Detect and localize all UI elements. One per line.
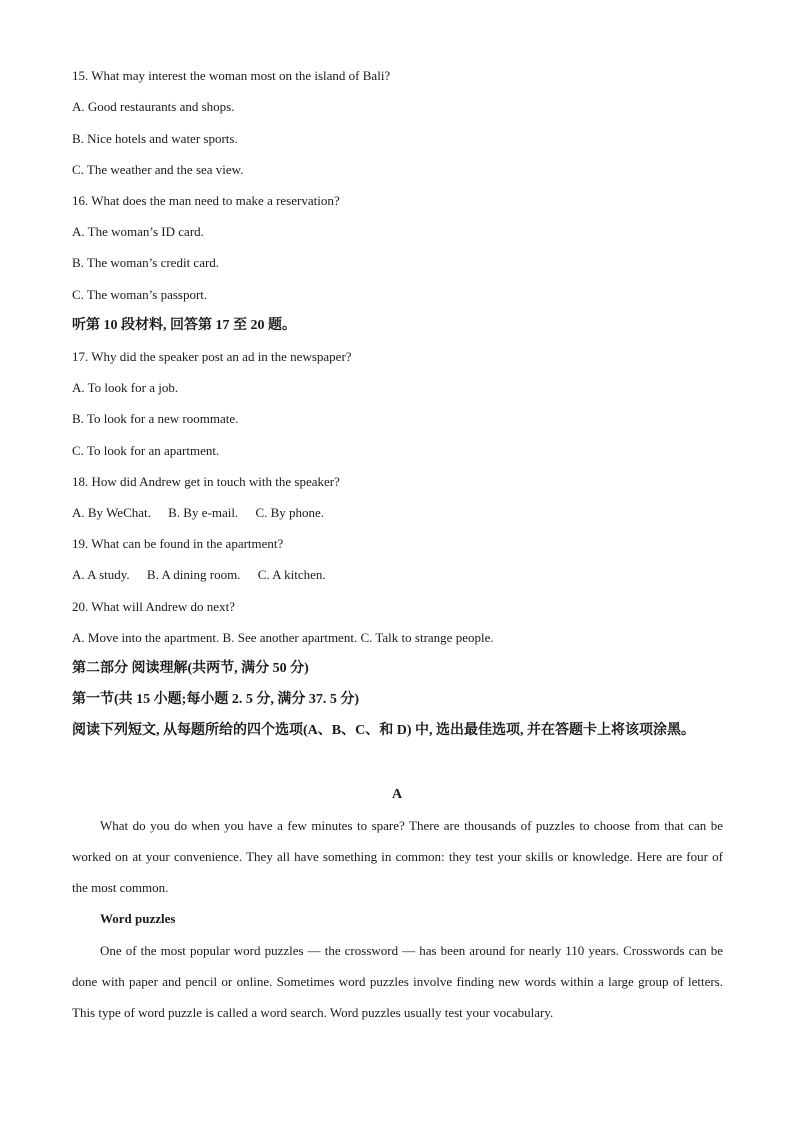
- option-15b: B. Nice hotels and water sports.: [72, 131, 238, 146]
- question-19: 19. What can be found in the apartment?: [72, 536, 284, 551]
- part2-title: 第二部分 阅读理解(共两节, 满分 50 分): [72, 661, 309, 676]
- option-19a: A. A study.: [72, 567, 130, 582]
- option-18a: A. By WeChat.: [72, 505, 151, 520]
- question-17: 17. Why did the speaker post an ad in the newspaper?: [72, 349, 352, 364]
- section1-title: 第一节(共 15 小题;每小题 2. 5 分, 满分 37. 5 分): [72, 692, 359, 707]
- passage-label: A: [391, 787, 403, 802]
- question-20: 20. What will Andrew do next?: [72, 599, 235, 614]
- option-17c: C. To look for an apartment.: [72, 443, 220, 458]
- passage-paragraph-2: One of the most popular word puzzles — the crossword — has been around for nearly 110 years. Crosswords can be done with paper and pencil or online. Sometimes word puzzles involve finding new words within a large group of letters. This type of word puzzle is called a word search. Word puzzles usually test your vocabulary.: [72, 943, 723, 1020]
- passage-subheading: Word puzzles: [100, 911, 176, 926]
- option-18c: C. By phone.: [255, 505, 325, 520]
- passage-paragraph-1: What do you do when you have a few minutes to spare? There are thousands of puzzles to choose from that can be worked on at your convenience. They all have something in common: they test your skills or knowledge. Here are four of the most common.: [72, 818, 723, 895]
- section-10-heading: 听第 10 段材料, 回答第 17 至 20 题。: [72, 318, 296, 333]
- options-18: [72, 505, 338, 521]
- option-18b: B. By e-mail.: [168, 505, 239, 520]
- options-19: [72, 567, 340, 583]
- option-17a: A. To look for a job.: [72, 380, 179, 395]
- reading-instructions: 阅读下列短文, 从每题所给的四个选项(A、B、C、和 D) 中, 选出最佳选项, 并在答题卡上将该项涂黑。: [72, 723, 695, 738]
- option-15a: A. Good restaurants and shops.: [72, 99, 235, 114]
- question-16: 16. What does the man need to make a reservation?: [72, 193, 340, 208]
- question-18: 18. How did Andrew get in touch with the speaker?: [72, 474, 340, 489]
- question-15: 15. What may interest the woman most on the island of Bali?: [72, 68, 391, 83]
- option-16c: C. The woman’s passport.: [72, 287, 208, 302]
- option-16a: A. The woman’s ID card.: [72, 224, 204, 239]
- options-20: A. Move into the apartment. B. See another apartment. C. Talk to strange people.: [72, 630, 494, 645]
- option-15c: C. The weather and the sea view.: [72, 162, 244, 177]
- option-19c: C. A kitchen.: [257, 567, 326, 582]
- option-17b: B. To look for a new roommate.: [72, 411, 239, 426]
- option-19b: B. A dining room.: [146, 567, 241, 582]
- option-16b: B. The woman’s credit card.: [72, 255, 220, 270]
